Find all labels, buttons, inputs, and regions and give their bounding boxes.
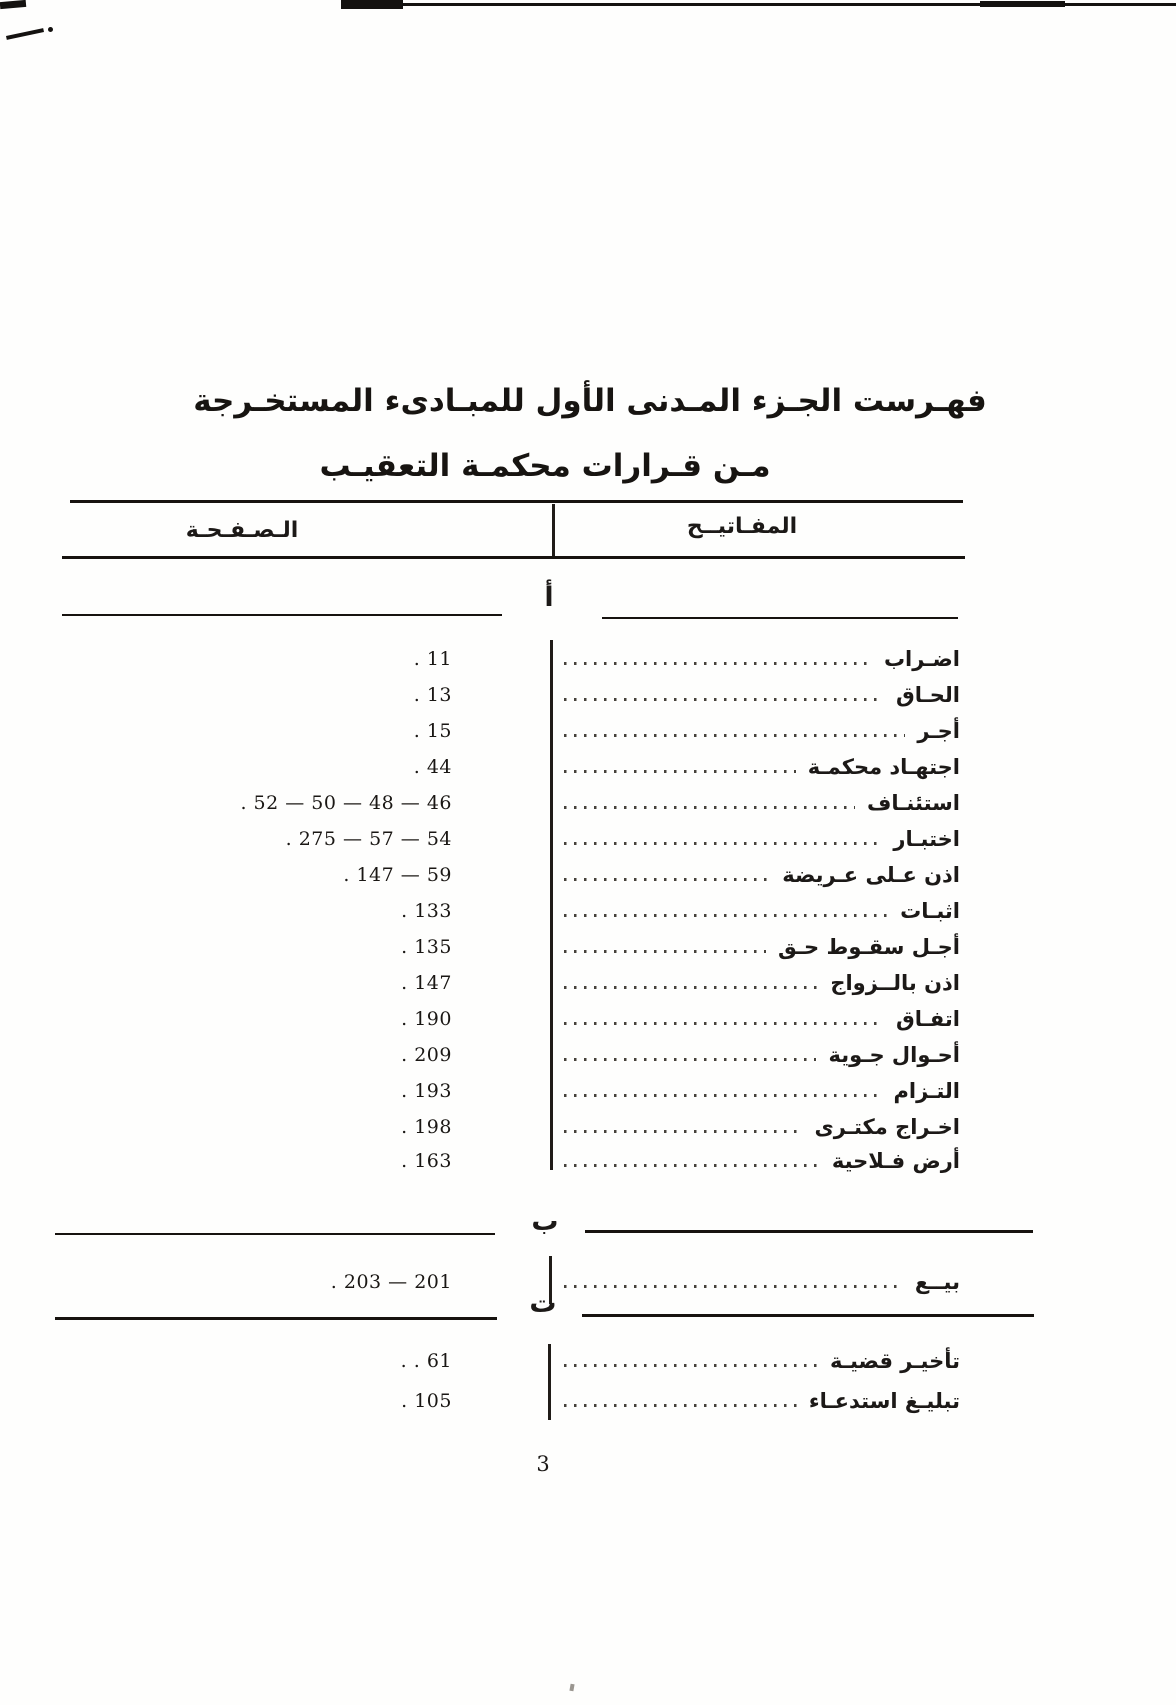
index-entry-pages: . 13	[413, 684, 452, 706]
dot-leader	[564, 1364, 818, 1367]
section-letter-ba: ب	[531, 1206, 559, 1237]
dot-leader	[564, 914, 888, 917]
dot-leader	[564, 662, 872, 665]
dot-leader	[564, 1164, 820, 1167]
index-entry-row	[558, 969, 960, 997]
dot-leader	[564, 1022, 884, 1025]
section-letter-ta: ت	[529, 1288, 557, 1319]
index-entry-row	[558, 645, 960, 673]
index-entry-term: اضـراب	[883, 647, 960, 671]
index-entry-row	[558, 1147, 960, 1175]
index-entry-term: الحـاق	[895, 683, 960, 707]
index-entry-pages: . 198	[401, 1116, 452, 1138]
index-entry-pages: . 190	[401, 1008, 452, 1030]
index-entry-pages: . 44	[413, 756, 452, 778]
section-letter-alif: أ	[544, 582, 554, 613]
index-entry-term: التـزام	[893, 1079, 960, 1103]
keys-column-header: المفـاتيــح	[686, 514, 798, 539]
section-rule-right	[585, 1230, 1033, 1233]
index-entry-term: اخـراج مكتـرى	[814, 1115, 960, 1139]
dot-leader	[564, 1285, 903, 1288]
index-entry-pages: . 105	[401, 1390, 452, 1412]
section-rule-right	[582, 1314, 1034, 1317]
index-entry-pages: . 163	[401, 1150, 452, 1172]
section-rule-left	[55, 1317, 497, 1320]
index-title-line-1: فهـرست الجـزء المـدنى الأول للمبـادىء المستخـرجة	[193, 383, 987, 419]
index-entry-row	[558, 1268, 960, 1296]
index-entry-term: اجتهـاد محكمـة	[807, 755, 960, 779]
index-entry-term: أجـر	[917, 719, 960, 743]
index-entry-term: تبليـغ استدعـاء	[808, 1389, 960, 1413]
index-entry-row	[558, 681, 960, 709]
index-entry-pages: . 275 — 57 — 54	[285, 828, 452, 850]
index-entry-term: استئنـاف	[866, 791, 960, 815]
dot-leader	[564, 878, 770, 881]
index-entry-term: اختبـار	[893, 827, 960, 851]
index-entry-row	[558, 753, 960, 781]
index-entry-term: بيــع	[914, 1270, 960, 1294]
index-entry-pages: . 15	[413, 720, 452, 742]
index-entry-row	[558, 1347, 960, 1375]
index-entry-pages: . 133	[401, 900, 452, 922]
dot-leader	[564, 1094, 882, 1097]
section-rule-right	[602, 617, 958, 619]
column-divider-main	[550, 640, 553, 1170]
scan-artifact-corner-stroke	[6, 28, 44, 40]
table-rule-top	[70, 500, 963, 503]
index-entry-row	[558, 1387, 960, 1415]
column-divider-header	[552, 504, 555, 556]
section-rule-left	[55, 1233, 495, 1235]
index-entry-term: أجـل سقـوط حـق	[777, 935, 960, 959]
index-entry-term: تأخيـر قضيـة	[830, 1349, 960, 1373]
column-divider-ta	[548, 1344, 551, 1420]
dot-leader	[564, 734, 905, 737]
scan-artifact-corner-dot	[48, 27, 53, 32]
index-entry-row	[558, 1077, 960, 1105]
scan-artifact-bottom-speck	[569, 1684, 574, 1692]
page-number: 3	[536, 1452, 550, 1476]
scan-artifact-top-blob-left	[341, 0, 403, 9]
index-entry-pages: . 147 — 59	[343, 864, 452, 886]
index-title-line-2: مـن قـرارات محكمـة التعقيـب	[319, 448, 771, 484]
index-entry-row	[558, 861, 960, 889]
index-entry-row	[558, 933, 960, 961]
dot-leader	[564, 806, 855, 809]
pages-column-header: الـصـفـحـة	[185, 518, 299, 543]
index-entry-row	[558, 789, 960, 817]
dot-leader	[564, 698, 884, 701]
index-entry-term: اتفـاق	[895, 1007, 960, 1031]
index-entry-pages: . . 61	[400, 1350, 452, 1372]
index-entry-row	[558, 1005, 960, 1033]
index-entry-row	[558, 897, 960, 925]
index-entry-pages: . 147	[401, 972, 452, 994]
index-entry-row	[558, 825, 960, 853]
dot-leader	[564, 986, 818, 989]
dot-leader	[564, 1130, 803, 1133]
scan-artifact-corner-stroke	[0, 0, 26, 9]
index-entry-term: اثبـات	[900, 899, 960, 923]
index-entry-row	[558, 717, 960, 745]
section-rule-left	[62, 614, 502, 616]
dot-leader	[564, 1058, 816, 1061]
scan-artifact-top-blob-right	[980, 1, 1065, 7]
dot-leader	[564, 950, 766, 953]
index-entry-pages: . 209	[401, 1044, 452, 1066]
table-rule-header-bottom	[62, 556, 965, 559]
index-entry-pages: . 135	[401, 936, 452, 958]
dot-leader	[564, 842, 881, 845]
index-entry-pages: . 193	[401, 1080, 452, 1102]
dot-leader	[564, 1404, 797, 1407]
index-entry-term: أحـوال جـوية	[828, 1043, 960, 1067]
index-entry-pages: . 11	[413, 648, 452, 670]
index-entry-term: أرض فـلاحية	[831, 1149, 960, 1173]
index-entry-term: اذن عـلى عـريضة	[782, 863, 960, 887]
index-entry-pages: . 203 — 201	[330, 1271, 452, 1293]
dot-leader	[564, 770, 796, 773]
index-entry-row	[558, 1113, 960, 1141]
index-entry-pages: . 52 — 50 — 48 — 46	[240, 792, 452, 814]
index-entry-row	[558, 1041, 960, 1069]
index-entry-term: اذن بالــزواج	[830, 971, 960, 995]
